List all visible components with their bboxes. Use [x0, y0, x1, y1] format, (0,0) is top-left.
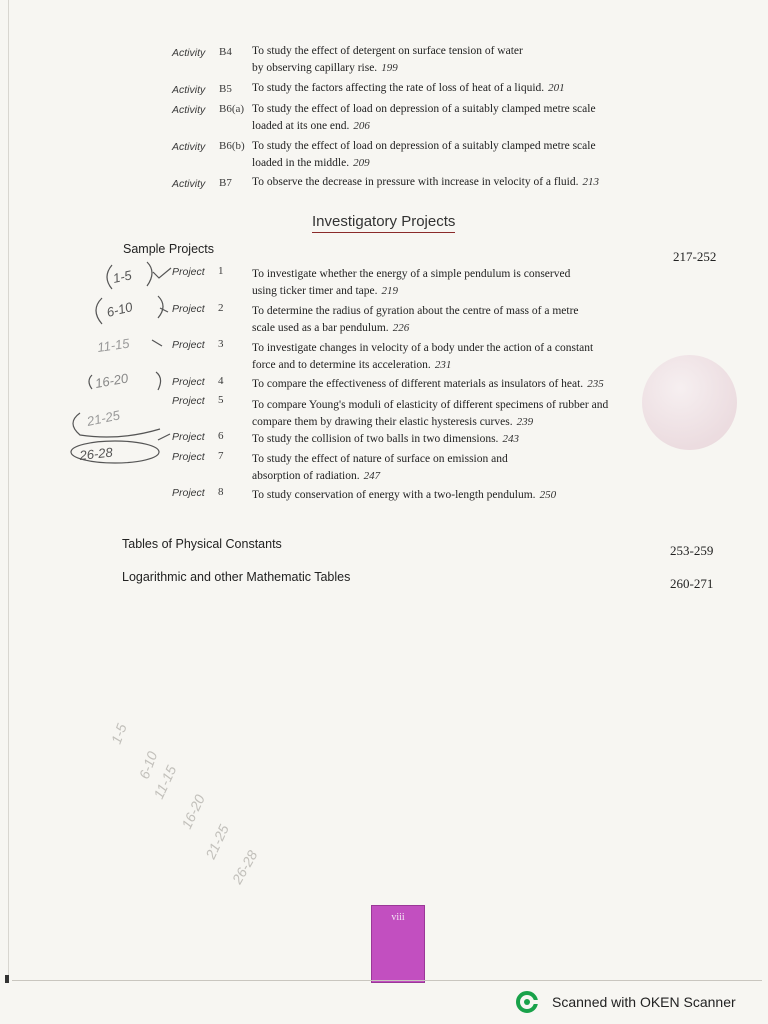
oken-scanner-logo-icon: [516, 991, 538, 1013]
entry-code: 2: [218, 302, 224, 314]
entry-page: 243: [502, 433, 519, 445]
scanner-watermark: [516, 991, 736, 1013]
entry-code: 3: [218, 338, 224, 350]
entry-code: B5: [219, 83, 232, 95]
sample-projects-range: 217-252: [673, 249, 717, 264]
sample-projects-label: Sample Projects: [123, 242, 215, 256]
tables-logarithmic-label: Logarithmic and other Mathematic Tables: [122, 570, 351, 584]
corner-mark: [5, 975, 9, 983]
entry-page: 213: [582, 176, 600, 188]
entry-kind: Activity: [172, 84, 206, 96]
desc-line-last: To study the factors affecting the rate of loss of heat of a liquid. 201: [252, 82, 565, 94]
entry-page: 250: [539, 489, 557, 501]
page-number-tab: [371, 905, 425, 983]
entry-code: B4: [219, 46, 232, 58]
entry-kind: Project: [172, 395, 205, 407]
svg-text:26-28: 26-28: [228, 847, 261, 887]
desc-line-last: using ticker timer and tape. 219: [252, 285, 399, 297]
desc-line: To study the effect of load on depression of a suitably clamped metre scale: [252, 140, 596, 152]
desc-line-last: To compare the effectiveness of different materials as insulators of heat. 235: [252, 378, 604, 390]
desc-line: To study the effect of nature of surface on emission and: [252, 453, 508, 465]
entry-page: 226: [392, 322, 410, 334]
entry-kind: Activity: [172, 47, 206, 59]
entry-kind: Activity: [172, 141, 206, 153]
desc-line: To investigate changes in velocity of a body under the action of a constant: [252, 342, 594, 354]
entry-kind: Project: [172, 303, 205, 315]
base-line: [12, 980, 762, 981]
entry-page: 201: [548, 82, 565, 94]
desc-line-last: loaded at its one end. 206: [252, 120, 370, 132]
entry-kind: Project: [172, 487, 205, 499]
entry-page: 199: [381, 62, 398, 74]
desc-line-last: by observing capillary rise. 199: [252, 62, 398, 74]
tables-physical-constants-label: Tables of Physical Constants: [122, 537, 282, 551]
entry-page: 219: [381, 285, 399, 297]
entry-kind: Activity: [172, 104, 206, 116]
entry-kind: Project: [172, 339, 205, 351]
entry-page: 239: [516, 416, 534, 428]
tables-physical-constants-range: 253-259: [670, 543, 714, 558]
desc-line-last: To study the collision of two balls in two dimensions. 243: [252, 433, 519, 445]
entry-code: B7: [219, 177, 232, 189]
desc-line-last: To observe the decrease in pressure with increase in velocity of a fluid. 213: [252, 176, 600, 188]
note-text: 26-28: [78, 444, 114, 463]
page-number: viii: [391, 912, 405, 923]
entry-code: 5: [218, 394, 224, 406]
desc-line: To investigate whether the energy of a simple pendulum is conserved: [252, 268, 571, 280]
desc-line: To compare Young's moduli of elasticity of different specimens of rubber and: [252, 399, 609, 411]
entry-page: 209: [353, 157, 370, 169]
tables-logarithmic-range: 260-271: [670, 576, 714, 591]
svg-text:16-20: 16-20: [178, 792, 208, 832]
desc-line-last: scale used as a bar pendulum. 226: [252, 322, 410, 334]
entry-kind: Project: [172, 376, 205, 388]
note-text: 11-15: [96, 335, 131, 355]
desc-line-last: To study conservation of energy with a two-length pendulum. 250: [252, 489, 557, 501]
desc-line-last: loaded in the middle. 209: [252, 157, 370, 169]
entry-code: B6(a): [219, 103, 245, 115]
entry-code: 8: [218, 486, 224, 498]
entry-code: 4: [218, 375, 224, 387]
entry-kind: Project: [172, 431, 205, 443]
note-text: 16-20: [93, 370, 130, 391]
entry-kind: Project: [172, 266, 205, 278]
note-text: 1-5: [111, 267, 134, 286]
desc-line-last: absorption of radiation. 247: [252, 470, 381, 482]
entry-page: 235: [587, 378, 604, 390]
scanner-watermark-text: Scanned with OKEN Scanner: [552, 994, 736, 1010]
entry-code: 1: [218, 265, 224, 277]
svg-text:21-25: 21-25: [202, 822, 232, 862]
svg-text:11-15: 11-15: [150, 762, 180, 802]
entry-code: 7: [218, 450, 224, 462]
desc-line: To determine the radius of gyration about the centre of mass of a metre: [252, 305, 579, 317]
desc-line: To study the effect of detergent on surface tension of water: [252, 45, 523, 57]
note-text: 21-25: [85, 407, 122, 429]
entry-code: 6: [218, 430, 224, 442]
desc-line: To study the effect of load on depression of a suitably clamped metre scale: [252, 103, 596, 115]
section-title: Investigatory Projects: [312, 213, 455, 233]
svg-text:1-5: 1-5: [107, 721, 130, 747]
entry-kind: Activity: [172, 178, 206, 190]
entry-code: B6(b): [219, 140, 245, 152]
note-text: 6-10: [105, 299, 134, 320]
desc-line-last: force and to determine its acceleration. 231: [252, 359, 452, 371]
entry-page: 206: [353, 120, 370, 132]
entry-page: 247: [363, 470, 381, 482]
svg-text:6-10: 6-10: [135, 749, 161, 782]
desc-line-last: compare them by drawing their elastic hysteresis curves. 239: [252, 416, 534, 428]
entry-kind: Project: [172, 451, 205, 463]
entry-page: 231: [434, 359, 452, 371]
